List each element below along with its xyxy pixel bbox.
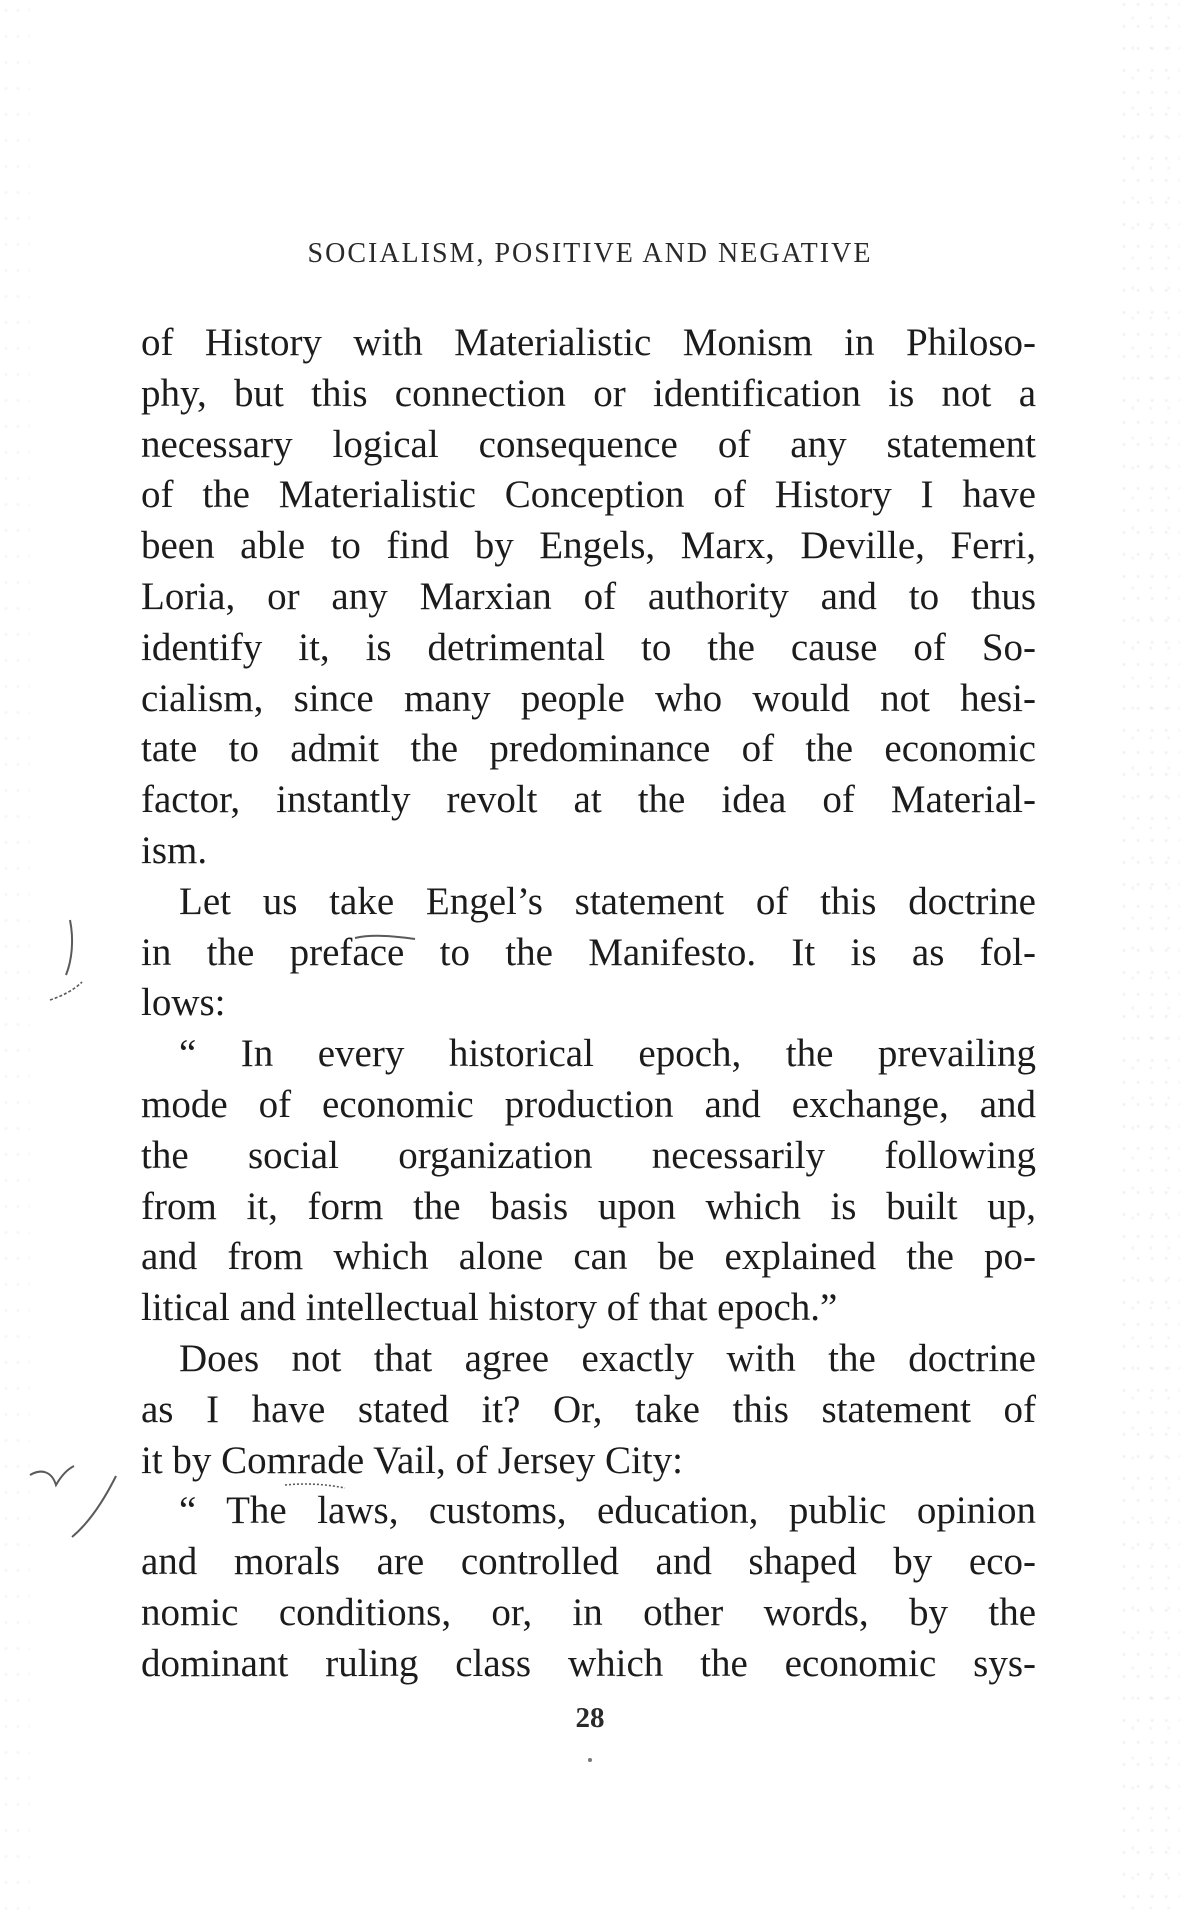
text-line: Loria, or any Marxian of authority and to thus — [141, 574, 1036, 618]
margin-slash-mark — [72, 1476, 116, 1537]
text-line: nomic conditions, or, in other words, by the — [141, 1590, 1036, 1634]
text-line: ism. — [141, 828, 208, 872]
text-line: factor, instantly revolt at the idea of Material- — [141, 778, 1036, 822]
folio-dot — [588, 1758, 592, 1762]
text-line: Let us take Engel’s statement of this doctrine — [179, 879, 1036, 923]
text-line: dominant ruling class which the economic sys- — [141, 1641, 1036, 1685]
text-line: from it, form the basis upon which is built up, — [141, 1184, 1036, 1228]
text-line: and morals are controlled and shaped by eco- — [141, 1540, 1036, 1584]
text-line: “ In every historical epoch, the prevailing — [179, 1032, 1036, 1076]
text-line: Does not that agree exactly with the doctrine — [179, 1336, 1036, 1380]
text-line: been able to find by Engels, Marx, Deville, Ferri, — [141, 524, 1036, 568]
text-line: it by Comrade Vail, of Jersey City: — [141, 1438, 683, 1482]
text-line: necessary logical consequence of any statement — [141, 422, 1036, 466]
text-line: “ The laws, customs, education, public opinion — [179, 1489, 1036, 1533]
text-line: tate to admit the predominance of the economic — [141, 727, 1036, 771]
text-line: mode of economic production and exchange, and — [141, 1082, 1036, 1126]
margin-v-mark — [30, 1466, 74, 1485]
text-line: of History with Materialistic Monism in Philoso- — [141, 321, 1036, 364]
text-line: identify it, is detrimental to the cause of So- — [141, 625, 1036, 669]
margin-check-mark — [50, 982, 82, 1000]
text-line: as I have stated it? Or, take this statement of — [141, 1387, 1036, 1431]
running-head: SOCIALISM, POSITIVE AND NEGATIVE — [307, 238, 873, 269]
underline-the-mark — [355, 936, 415, 939]
text-line: in the preface to the Manifesto. It is as fol- — [141, 930, 1036, 974]
margin-bracket-mark — [66, 920, 72, 975]
underline-vail-mark — [285, 1484, 345, 1488]
text-line: litical and intellectual history of that epoch.” — [141, 1286, 838, 1330]
text-line: cialism, since many people who would not hesi- — [141, 676, 1036, 720]
text-line: phy, but this connection or identification is not a — [141, 371, 1036, 415]
text-line: the social organization necessarily following — [141, 1133, 1036, 1177]
text-line: of the Materialistic Conception of History I have — [141, 473, 1036, 517]
text-line: and from which alone can be explained the po- — [141, 1235, 1036, 1279]
text-line: lows: — [141, 981, 226, 1025]
page-number: 28 — [575, 1702, 605, 1734]
